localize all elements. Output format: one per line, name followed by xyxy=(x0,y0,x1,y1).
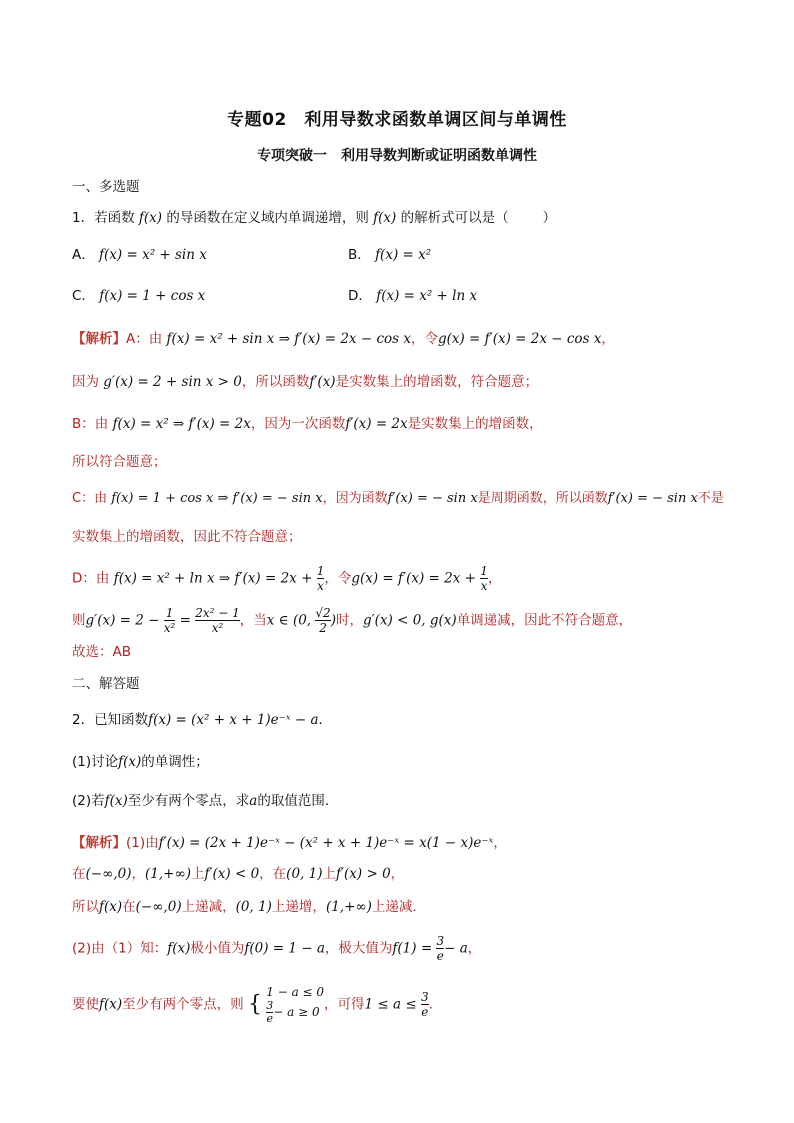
math: f(1) = xyxy=(392,940,433,957)
text: ，极大值为 xyxy=(324,940,393,957)
text: 上递减， xyxy=(181,899,236,915)
text: ，当 xyxy=(239,612,267,629)
math: g′(x) < 0, g(x) xyxy=(362,612,457,629)
fraction-numerator: 1 xyxy=(165,606,174,620)
fraction-denominator: x² xyxy=(211,621,224,635)
option-expr: f(x) = x² + sin x xyxy=(99,247,207,263)
math: f(x) xyxy=(118,754,142,770)
option-expr: f(x) = x² xyxy=(375,247,432,263)
text: 2．已知函数 xyxy=(72,712,149,728)
section-heading-problems: 二、解答题 xyxy=(72,676,140,692)
analysis-1-line-4: 所以符合题意； xyxy=(72,454,167,470)
analysis-1-line-2 xyxy=(72,372,538,392)
math: (−∞,0) xyxy=(135,899,182,915)
stem-text: ） xyxy=(542,210,557,226)
fraction xyxy=(315,606,330,635)
text: ． xyxy=(318,712,333,728)
inequality-system xyxy=(266,984,324,1025)
text: ，所以函数 xyxy=(241,374,310,390)
analysis-1-line-3 xyxy=(72,414,543,434)
math: − a ≥ 0 xyxy=(273,1005,320,1019)
fraction-numerator: 2x² − 1 xyxy=(195,606,240,620)
text: 时， xyxy=(335,612,363,629)
fraction-numerator: 1 xyxy=(316,564,325,578)
text: ， xyxy=(601,331,615,347)
text: C：由 xyxy=(72,491,108,506)
text: ， xyxy=(493,835,507,851)
math: (0, 1) xyxy=(286,866,323,882)
math: (0, 1) xyxy=(235,899,272,915)
analysis-tag: 【解析】 xyxy=(72,835,126,851)
text: ， xyxy=(467,940,482,957)
analysis-1-line-1 xyxy=(72,329,615,349)
math: f(x) xyxy=(167,940,191,957)
stem-text: 1．若函数 xyxy=(72,210,135,226)
text: ， xyxy=(487,570,502,587)
math: f′(x) = 2x xyxy=(345,416,408,432)
analysis-1-line-5 xyxy=(72,489,724,509)
stem-text: 的导函数在定义域内单调递增，则 xyxy=(166,210,369,226)
math: x ∈ (0, xyxy=(266,612,312,629)
text: ，可得 xyxy=(324,996,365,1013)
math: f(x) = 1 + cos x ⇒ f′(x) = − sin x xyxy=(111,491,323,506)
question-2-part-1 xyxy=(72,752,209,772)
text: 至少有两个零点，求 xyxy=(127,793,250,809)
option-a xyxy=(72,245,207,265)
page-subtitle: 专项突破一 利用导数判断或证明函数单调性 xyxy=(257,148,537,164)
math: f(x) = x² + sin x ⇒ f′(x) = 2x − cos x xyxy=(166,331,411,347)
question-2-part-2 xyxy=(72,791,338,811)
text: 的单调性； xyxy=(141,754,209,770)
fraction-numerator: 3 xyxy=(420,990,429,1004)
analysis-2-line-1 xyxy=(72,833,507,853)
system-row-1: 1 − a ≤ 0 xyxy=(266,985,325,999)
analysis-1-line-6: 实数集上的增函数，因此不符合题意； xyxy=(72,529,302,545)
text: (2)由（1）知： xyxy=(72,940,168,957)
text: 的取值范围． xyxy=(257,793,339,809)
stem-text: 的解析式可以是（ xyxy=(400,210,509,226)
option-expr: f(x) = x² + ln x xyxy=(376,288,478,304)
stem-math: f(x) xyxy=(138,210,163,226)
text: 是实数集上的增函数， xyxy=(407,416,543,432)
fraction-denominator: x xyxy=(480,579,488,593)
analysis-1-answer: 故选：AB xyxy=(72,644,131,660)
text: 上 xyxy=(322,866,336,882)
analysis-2-line-5 xyxy=(72,984,433,1025)
math: − a xyxy=(444,940,468,957)
option-b xyxy=(348,245,431,265)
analysis-2-line-2 xyxy=(72,864,404,884)
text: (1)由 xyxy=(126,835,159,851)
fraction xyxy=(164,606,176,635)
math: g(x) = f′(x) = 2x + xyxy=(351,570,476,587)
math: f′(x) = − sin x xyxy=(387,491,478,506)
text: 所以 xyxy=(72,899,99,915)
math: f′(x) < 0 xyxy=(204,866,260,882)
text: 是周期函数，所以函数 xyxy=(477,491,608,506)
fraction-numerator: 1 xyxy=(480,564,488,578)
math: f(x) = (x² + x + 1)e⁻ˣ − a xyxy=(148,712,319,728)
math: f(x) = x² + ln x ⇒ f′(x) = 2x + xyxy=(113,570,313,587)
option-c xyxy=(72,286,205,306)
text: B：由 xyxy=(72,416,109,432)
text: 上 xyxy=(190,866,205,882)
analysis-1-line-7 xyxy=(72,564,501,593)
analysis-2-line-4 xyxy=(72,934,481,963)
fraction-denominator: 2 xyxy=(319,621,327,635)
text: 要使 xyxy=(72,996,99,1013)
text: 单调递减，因此不符合题意， xyxy=(456,612,633,629)
text: 不是 xyxy=(697,491,724,506)
text: (1)讨论 xyxy=(72,754,119,770)
option-label: A． xyxy=(72,247,95,263)
text: 上递减. xyxy=(371,899,417,915)
option-label: C． xyxy=(72,288,95,304)
math: f′(x) = (2x + 1)e⁻ˣ − (x² + x + 1)e⁻ˣ = x(1 − x)e⁻ˣ xyxy=(158,835,494,851)
page-title: 专题02 利用导数求函数单调区间与单调性 xyxy=(227,110,567,130)
option-label: D． xyxy=(348,288,372,304)
math: f(x) xyxy=(99,996,123,1013)
option-expr: f(x) = 1 + cos x xyxy=(99,288,206,304)
math: g(x) = f′(x) = 2x − cos x xyxy=(437,331,602,347)
system-row-2 xyxy=(266,1000,324,1025)
text: D：由 xyxy=(72,570,110,587)
fraction-numerator: 3 xyxy=(266,999,274,1012)
brace-icon: { xyxy=(247,991,262,1017)
text: 是实数集上的增函数，符合题意； xyxy=(335,374,539,390)
stem-math: f(x) xyxy=(373,210,397,226)
text: A：由 xyxy=(126,331,163,347)
math: f′(x) xyxy=(309,374,336,390)
text: (2)若 xyxy=(72,793,105,809)
math: f(x) xyxy=(104,793,128,809)
math: a xyxy=(249,793,258,809)
analysis-tag: 【解析】 xyxy=(72,331,126,347)
math: (1,+∞) xyxy=(325,899,372,915)
fraction-numerator: 3 xyxy=(436,934,445,948)
text: ，因为一次函数 xyxy=(250,416,346,432)
text: ， xyxy=(131,866,145,882)
analysis-1-line-8 xyxy=(72,606,632,635)
text: 则 xyxy=(72,612,86,629)
text: ，在 xyxy=(259,866,287,882)
fraction-denominator: e xyxy=(266,1012,273,1025)
question-2-stem xyxy=(72,710,332,730)
text: 在 xyxy=(122,899,136,915)
text: 极小值为 xyxy=(190,940,245,957)
fraction xyxy=(436,934,444,963)
math: f(x) = x² ⇒ f′(x) = 2x xyxy=(112,416,251,432)
option-d xyxy=(348,286,477,306)
text: ，因为函数 xyxy=(322,491,388,506)
fraction-denominator: x² xyxy=(163,621,176,635)
math: g′(x) = 2 + sin x > 0 xyxy=(103,374,242,390)
analysis-2-line-3 xyxy=(72,897,417,917)
text: 至少有两个零点，则 xyxy=(122,996,244,1013)
question-1-stem xyxy=(72,208,556,228)
text: ，令 xyxy=(324,570,352,587)
section-heading-multiple-choice: 一、多选题 xyxy=(72,179,140,195)
fraction xyxy=(195,606,240,635)
math: g′(x) = 2 − xyxy=(85,612,160,629)
fraction-denominator: e xyxy=(436,949,444,963)
text: 因为 xyxy=(72,374,99,390)
math: f′(x) > 0 xyxy=(335,866,391,882)
math: = xyxy=(179,612,191,629)
fraction xyxy=(480,564,488,593)
fraction-denominator: e xyxy=(421,1005,429,1019)
math: 1 ≤ a ≤ xyxy=(364,996,417,1013)
text: ，令 xyxy=(410,331,438,347)
text: 上递增， xyxy=(271,899,326,915)
fraction xyxy=(421,990,429,1019)
math: f′(x) = − sin x xyxy=(607,491,698,506)
text: . xyxy=(428,996,433,1013)
text: 在 xyxy=(72,866,86,882)
text: ， xyxy=(390,866,405,882)
fraction-numerator: √2 xyxy=(315,606,331,620)
math: f(x) xyxy=(99,899,123,915)
option-label: B． xyxy=(348,247,371,263)
math: (−∞,0) xyxy=(85,866,132,882)
math: (1,+∞) xyxy=(144,866,191,882)
math: f(0) = 1 − a xyxy=(244,940,325,957)
fraction-denominator: x xyxy=(317,579,324,593)
math: ) xyxy=(330,612,336,629)
